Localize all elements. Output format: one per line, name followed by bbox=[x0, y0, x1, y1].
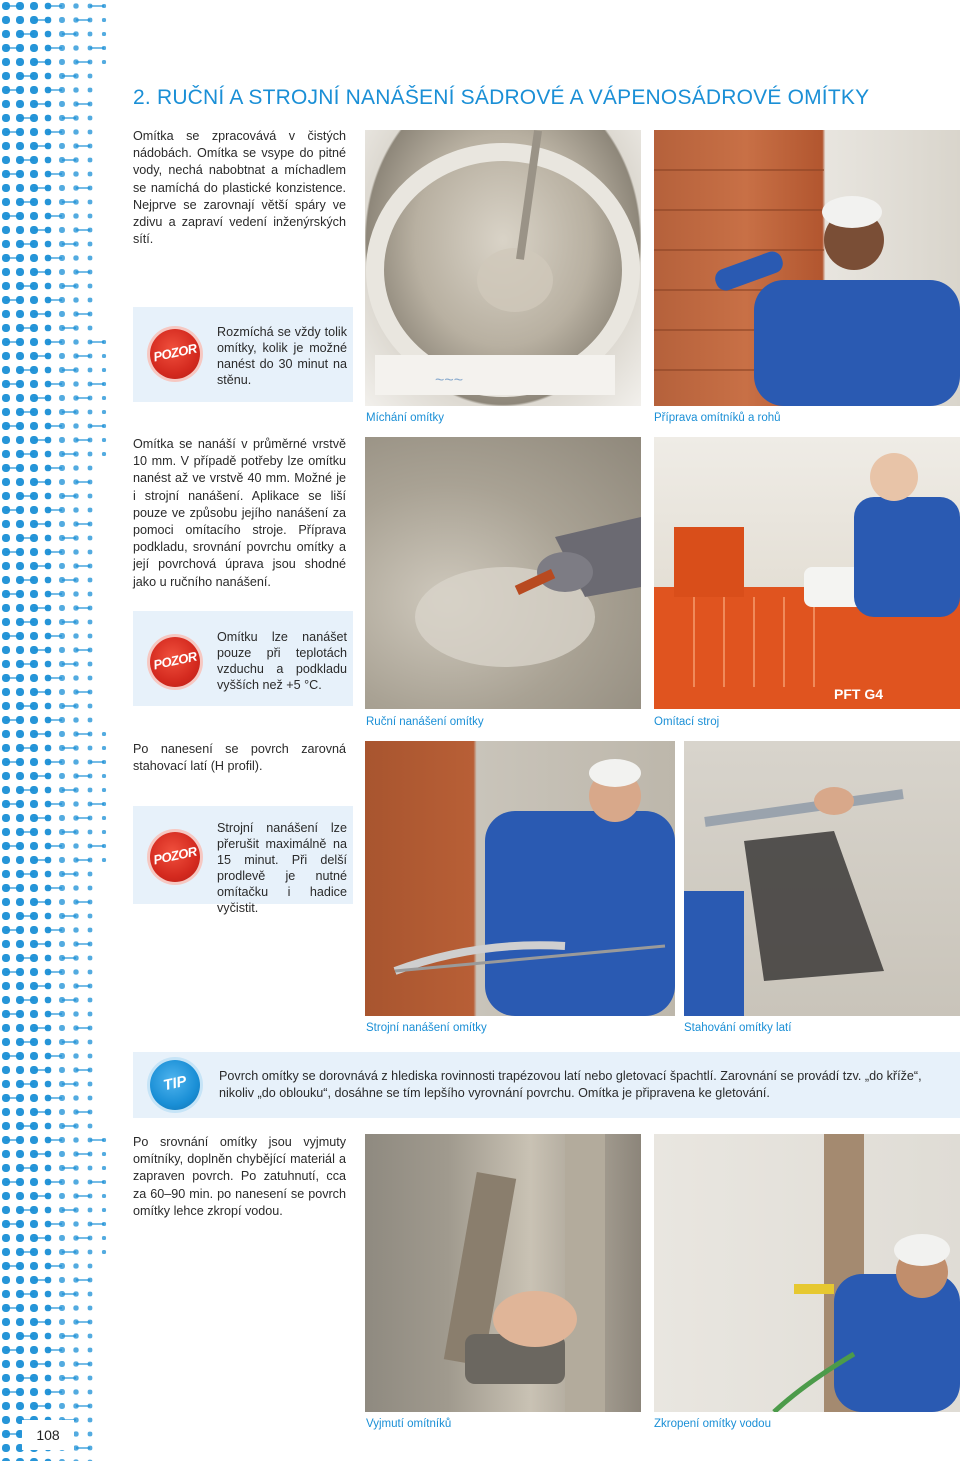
paragraph-mixing: Omítka se zpracovává v čistých nádobách. Omítka se vsype do pitné vody, nechá nabobtnat a míchadlem se namíchá do plastické konzistence. Nejprve se zarovnají větší spáry ve zdivu a zapraví vedení inženýrských sítí. bbox=[133, 129, 346, 247]
trowel-hand-illustration bbox=[365, 437, 641, 709]
caption-plastering-machine: Omítací stroj bbox=[654, 716, 720, 728]
photo-plastering-machine bbox=[654, 437, 960, 709]
spraying-water-illustration bbox=[654, 1134, 960, 1412]
photo-removal bbox=[365, 1134, 641, 1412]
warning-text: Rozmíchá se vždy tolik omítky, kolik je možné nanést do 30 minut na stěnu. bbox=[217, 325, 347, 387]
page-number: 108 bbox=[22, 1420, 74, 1450]
svg-text:~~~: ~~~ bbox=[435, 372, 464, 389]
warning-box-machine bbox=[133, 806, 353, 915]
warning-badge-icon: POZOR bbox=[150, 832, 200, 882]
decorative-dot-pattern bbox=[0, 0, 108, 1461]
photo-preparation bbox=[654, 130, 960, 406]
caption-screeding: Stahování omítky latí bbox=[684, 1022, 792, 1034]
photo-machine-application bbox=[365, 741, 675, 1016]
paragraph-finishing: Po srovnání omítky jsou vyjmuty omítníky, doplněn chybějící materiál a zapraven povrch. Po zatuhnutí, cca za 60–90 min. po nanesení se povrch omítky lehce zkropí vodou. bbox=[133, 1135, 346, 1218]
caption-removal: Vyjmutí omítníků bbox=[366, 1418, 452, 1430]
tip-badge-icon: TIP bbox=[150, 1060, 200, 1110]
warning-badge-icon: POZOR bbox=[150, 329, 200, 379]
caption-mixing: Míchání omítky bbox=[366, 412, 444, 424]
spraying-worker-illustration bbox=[365, 741, 675, 1016]
dot-pattern-graphic bbox=[0, 0, 108, 1461]
plastering-machine-illustration bbox=[654, 437, 960, 709]
caption-manual-application: Ruční nanášení omítky bbox=[366, 716, 484, 728]
warning-text: Strojní nanášení lze přerušit maximálně na 15 minut. Při delší prodlevě je nutné omítačku i hadice vyčistit. bbox=[217, 821, 347, 915]
mixing-bucket-illustration bbox=[365, 130, 641, 406]
paragraph-screeding: Po nanesení se povrch zarovná stahovací latí (H profil). bbox=[133, 742, 346, 774]
tip-box bbox=[133, 1052, 960, 1118]
warning-box-temperature bbox=[133, 611, 353, 706]
caption-spraying: Zkropení omítky vodou bbox=[654, 1418, 771, 1430]
warning-box-mixing bbox=[133, 307, 353, 402]
caption-preparation: Příprava omítníků a rohů bbox=[654, 412, 781, 424]
tip-text: Povrch omítky se dorovnává z hlediska rovinnosti trapézovou latí nebo gletovací špachtlí. Zarovnání se provádí tzv. „do kříže“, nikoliv „do oblouku“, dosáhne se tím lepšího vyrovnání povrchu. Omítka je připravena ke gletování. bbox=[219, 1069, 922, 1100]
paragraph-application: Omítka se nanáší v průměrné vrstvě 10 mm. V případě potřeby lze omítku nanést až ve vrstvě 40 mm. Možné je i strojní nanášení. Aplikace se liší pouze ve způsobu jejího nanášení za pomoci omítacího stroje. Příprava podkladu, srovnání povrchu omítky a její povrchová úprava jsou shodné jako u ručního nanášení. bbox=[133, 437, 346, 589]
page-title: 2. RUČNÍ A STROJNÍ NANÁŠENÍ SÁDROVÉ A VÁPENOSÁDROVÉ OMÍTKY bbox=[133, 86, 870, 109]
removal-illustration bbox=[365, 1134, 641, 1412]
worker-preparation-illustration bbox=[654, 130, 960, 406]
photo-manual-application bbox=[365, 437, 641, 709]
warning-text: Omítku lze nanášet pouze při teplotách vzduchu a podkladu vyšších než +5 °C. bbox=[217, 630, 347, 692]
photo-spraying bbox=[654, 1134, 960, 1412]
photo-mixing bbox=[365, 130, 641, 406]
photo-screeding bbox=[684, 741, 960, 1016]
screeding-illustration bbox=[684, 741, 960, 1016]
warning-badge-icon: POZOR bbox=[150, 637, 200, 687]
machine-brand-label: PFT G4 bbox=[834, 686, 884, 702]
caption-machine-application: Strojní nanášení omítky bbox=[366, 1022, 487, 1034]
